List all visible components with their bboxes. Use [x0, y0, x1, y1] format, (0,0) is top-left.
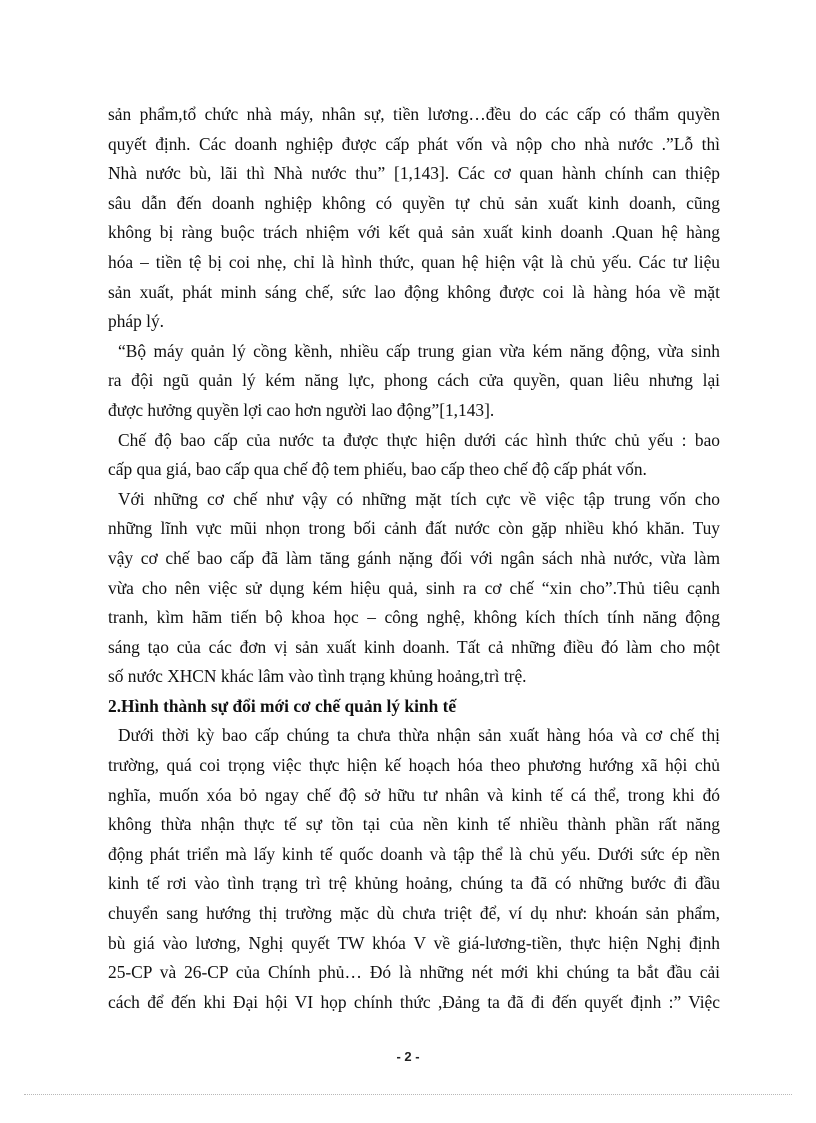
text-line: trường, quá coi trọng việc thực hiện kế hoạch hóa theo phương hướng xã hội chủ	[108, 755, 720, 776]
text-line: chuyển sang hướng thị trường mặc dù chưa triệt để, ví dụ như: khoán sản phẩm,	[108, 903, 720, 924]
text-line: hóa – tiền tệ bị coi nhẹ, chỉ là hình thức, quan hệ hiện vật là chủ yếu. Các tư liệu	[108, 251, 720, 272]
section-heading: 2.Hình thành sự đổi mới cơ chế quản lý kinh tế	[108, 695, 457, 716]
text-line: kinh tế rơi vào tình trạng trì trệ khủng hoảng, chúng ta đã có những bước đi đầu	[108, 873, 720, 894]
text-line: Chế độ bao cấp của nước ta được thực hiện dưới các hình thức chủ yếu : bao	[118, 429, 720, 450]
text-line: ra đội ngũ quản lý kém năng lực, phong cách cửa quyền, quan liêu nhưng lại	[108, 370, 720, 391]
text-line: số nước XHCN khác lâm vào tình trạng khủng hoảng,trì trệ.	[108, 666, 527, 687]
paragraph	[108, 485, 720, 692]
text-line: không thừa nhận thực tế sự tồn tại của nền kinh tế nhiều thành phần rất năng	[108, 814, 720, 835]
text-line: động phát triển mà lấy kinh tế quốc doanh và tập thể là chủ yếu. Dưới sức ép nền	[108, 843, 720, 864]
text-line: vừa cho nên việc sử dụng kém hiệu quả, sinh ra cơ chế “xin cho”.Thủ tiêu cạnh	[108, 577, 720, 598]
page-number: - 2 -	[396, 1049, 420, 1064]
text-line: sáng tạo của các đơn vị sản xuất kinh doanh. Tất cả những điều đó làm cho một	[108, 636, 720, 657]
text-line: Dưới thời kỳ bao cấp chúng ta chưa thừa nhận sản xuất hàng hóa và cơ chế thị	[118, 725, 720, 746]
text-line: Với những cơ chế như vậy có những mặt tích cực về việc tập trung vốn cho	[118, 488, 720, 509]
text-line: những lĩnh vực mũi nhọn trong bối cảnh đất nước còn gặp nhiều khó khăn. Tuy	[108, 518, 720, 539]
text-line: Nhà nước bù, lãi thì Nhà nước thu” [1,143]. Các cơ quan hành chính can thiệp	[108, 163, 720, 184]
text-line: được hưởng quyền lợi cao hơn người lao động”[1,143].	[108, 399, 495, 420]
text-line: tranh, kìm hãm tiến bộ khoa học – công nghệ, không kích thích tính năng động	[108, 607, 720, 628]
text-line: 25-CP và 26-CP của Chính phủ… Đó là những nét mới khi chúng ta bắt đầu cải	[108, 962, 720, 983]
text-line: “Bộ máy quản lý cồng kềnh, nhiều cấp trung gian vừa kém năng động, vừa sinh	[118, 340, 720, 361]
text-line: cấp qua giá, bao cấp qua chế độ tem phiếu, bao cấp theo chế độ cấp phát vốn.	[108, 459, 647, 480]
text-line: không bị ràng buộc trách nhiệm với kết quả sản xuất kinh doanh .Quan hệ hàng	[108, 222, 720, 243]
text-line: sản phẩm,tổ chức nhà máy, nhân sự, tiền lương…đều do các cấp có thẩm quyền	[108, 104, 720, 124]
text-line: pháp lý.	[108, 311, 165, 332]
body-text	[108, 100, 720, 1017]
text-line: cách để đến khi Đại hội VI họp chính thức ,Đảng ta đã đi đến quyết định :” Việc	[108, 991, 720, 1012]
paragraph	[108, 100, 720, 337]
text-line: bù giá vào lương, Nghị quyết TW khóa V về giá-lương-tiền, thực hiện Nghị định	[108, 932, 720, 953]
text-line: nghĩa, muốn xóa bỏ ngay chế độ sở hữu tư nhân và kinh tế cá thể, trong khi đó	[108, 784, 720, 805]
footer-divider	[24, 1094, 792, 1095]
text-line: sâu dẫn đến doanh nghiệp không có quyền tự chủ sản xuất kinh doanh, cũng	[108, 192, 720, 213]
paragraph	[108, 426, 720, 485]
text-line: quyết định. Các doanh nghiệp được cấp phát vốn và nộp cho nhà nước .”Lỗ thì	[108, 133, 720, 154]
paragraph	[108, 337, 720, 426]
text-line: sản xuất, phát minh sáng chế, sức lao động không được coi là hàng hóa về mặt	[108, 281, 720, 302]
text-line: vậy cơ chế bao cấp đã làm tăng gánh nặng đối với ngân sách nhà nước, vừa làm	[108, 547, 720, 568]
paragraph	[108, 721, 720, 1017]
